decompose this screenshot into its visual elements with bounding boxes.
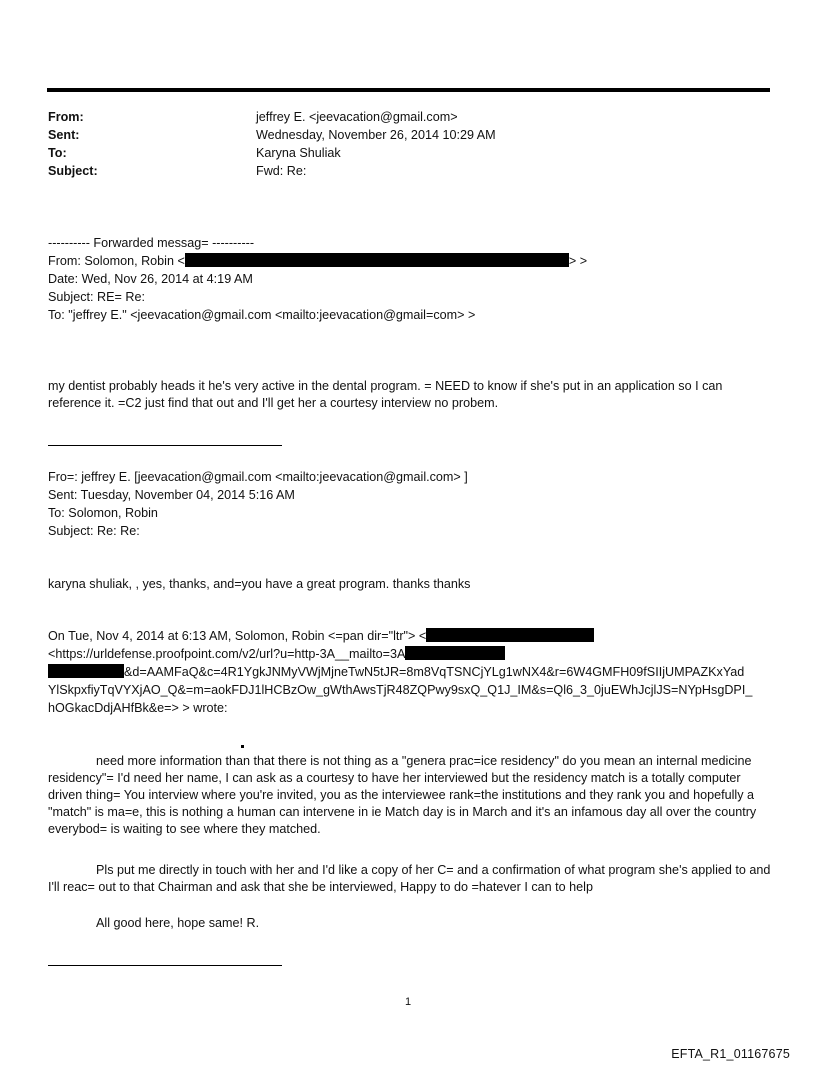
- forwarded-from-prefix: From: Solomon, Robin <: [48, 254, 185, 268]
- from-label: From:: [48, 110, 84, 124]
- quoted-sent: Sent: Tuesday, November 04, 2014 5:16 AM: [48, 488, 295, 502]
- robin-paragraph-3: All good here, hope same! R.: [96, 916, 260, 930]
- on-line-1-text: On Tue, Nov 4, 2014 at 6:13 AM, Solomon, Robin <=pan dir="ltr"> <: [48, 629, 427, 643]
- on-line-4: YlSkpxfiyTqVYXjAO_Q&=m=aokFDJ1lHCBzOw_gWthAwsTjR48ZQPwy9sxQ_Q1J_IM&s=Ql6_3_0juEWhJcjlJS=NYpHsgDPI_: [48, 683, 753, 697]
- robin-paragraph-2: Pls put me directly in touch with her and I'd like a copy of her C= and a confirmation of what program she's applied to and I'll reac= out to that Chairman and ask that she be interviewed, Happy to do =hatever I can to help: [48, 863, 771, 894]
- robin-paragraph-1: need more information than that there is not thing as a "genera prac=ice residency" do you mean an internal medicine residency"= I'd need her name, I can ask as a courtesy to have her interviewed but the residency match is a totally computer driven thing= You interview where you're invited, you as the interviewee rank=the institutions and they rank you and hopefully a "match" is ma=e, this is nothing a human can intervene in ie Match day is in March and it's an infamous day all over the country everybod= is waiting to see where they matched.: [48, 754, 757, 836]
- reply-body: my dentist probably heads it he's very active in the dental program. = NEED to know if she's put in an application so I can reference it. =C2 just find that out and I'll get her a courtesy interview no probem.: [48, 379, 723, 410]
- url-line-2: <https://urldefense.proofpoint.com/v2/url?u=http-3A__mailto=3A: [48, 647, 406, 661]
- redaction-box: [426, 628, 594, 642]
- page-number: 1: [404, 996, 412, 1008]
- redaction-box: [405, 646, 505, 660]
- quoted-from: Fro=: jeffrey E. [jeevacation@gmail.com <mailto:jeevacation@gmail.com> ]: [48, 470, 468, 484]
- top-divider: [47, 88, 770, 92]
- bottom-divider: [48, 965, 282, 966]
- on-line-3: [48, 664, 744, 681]
- forwarded-to: To: "jeffrey E." <jeevacation@gmail.com <mailto:jeevacation@gmail=com> >: [48, 308, 476, 322]
- subject-label: Subject:: [48, 164, 98, 178]
- forwarded-subject: Subject: RE= Re:: [48, 290, 145, 304]
- on-line-1: [48, 628, 594, 645]
- document-id: EFTA_R1_01167675: [671, 1047, 790, 1061]
- from-value: jeffrey E. <jeevacation@gmail.com>: [256, 110, 458, 124]
- on-line-5: hOGkacDdjAHfBk&e=> > wrote:: [48, 701, 228, 715]
- on-line-2: [48, 646, 505, 663]
- to-value: Karyna Shuliak: [256, 146, 341, 160]
- quoted-body: karyna shuliak, , yes, thanks, and=you have a great program. thanks thanks: [48, 577, 471, 591]
- forwarded-from-suffix: > >: [568, 254, 588, 268]
- quote-divider: [48, 445, 282, 446]
- sent-label: Sent:: [48, 128, 80, 142]
- redaction-box: [185, 253, 569, 267]
- url-line-3: &d=AAMFaQ&c=4R1YgkJNMyVWjMjneTwN5tJR=8m8VqTSNCjYLg1wNX4&r=6W4GMFH09fSIIjUMPAZKxYad: [124, 665, 745, 679]
- redaction-box: [48, 664, 124, 678]
- subject-value: Fwd: Re:: [256, 164, 307, 178]
- forwarded-banner: ---------- Forwarded messag= ----------: [48, 236, 255, 250]
- forwarded-date: Date: Wed, Nov 26, 2014 at 4:19 AM: [48, 272, 253, 286]
- to-label: To:: [48, 146, 67, 160]
- quoted-subject: Subject: Re: Re:: [48, 524, 140, 538]
- forwarded-from: [48, 253, 587, 270]
- quoted-to: To: Solomon, Robin: [48, 506, 158, 520]
- sent-value: Wednesday, November 26, 2014 10:29 AM: [256, 128, 496, 142]
- stray-mark: [241, 745, 244, 748]
